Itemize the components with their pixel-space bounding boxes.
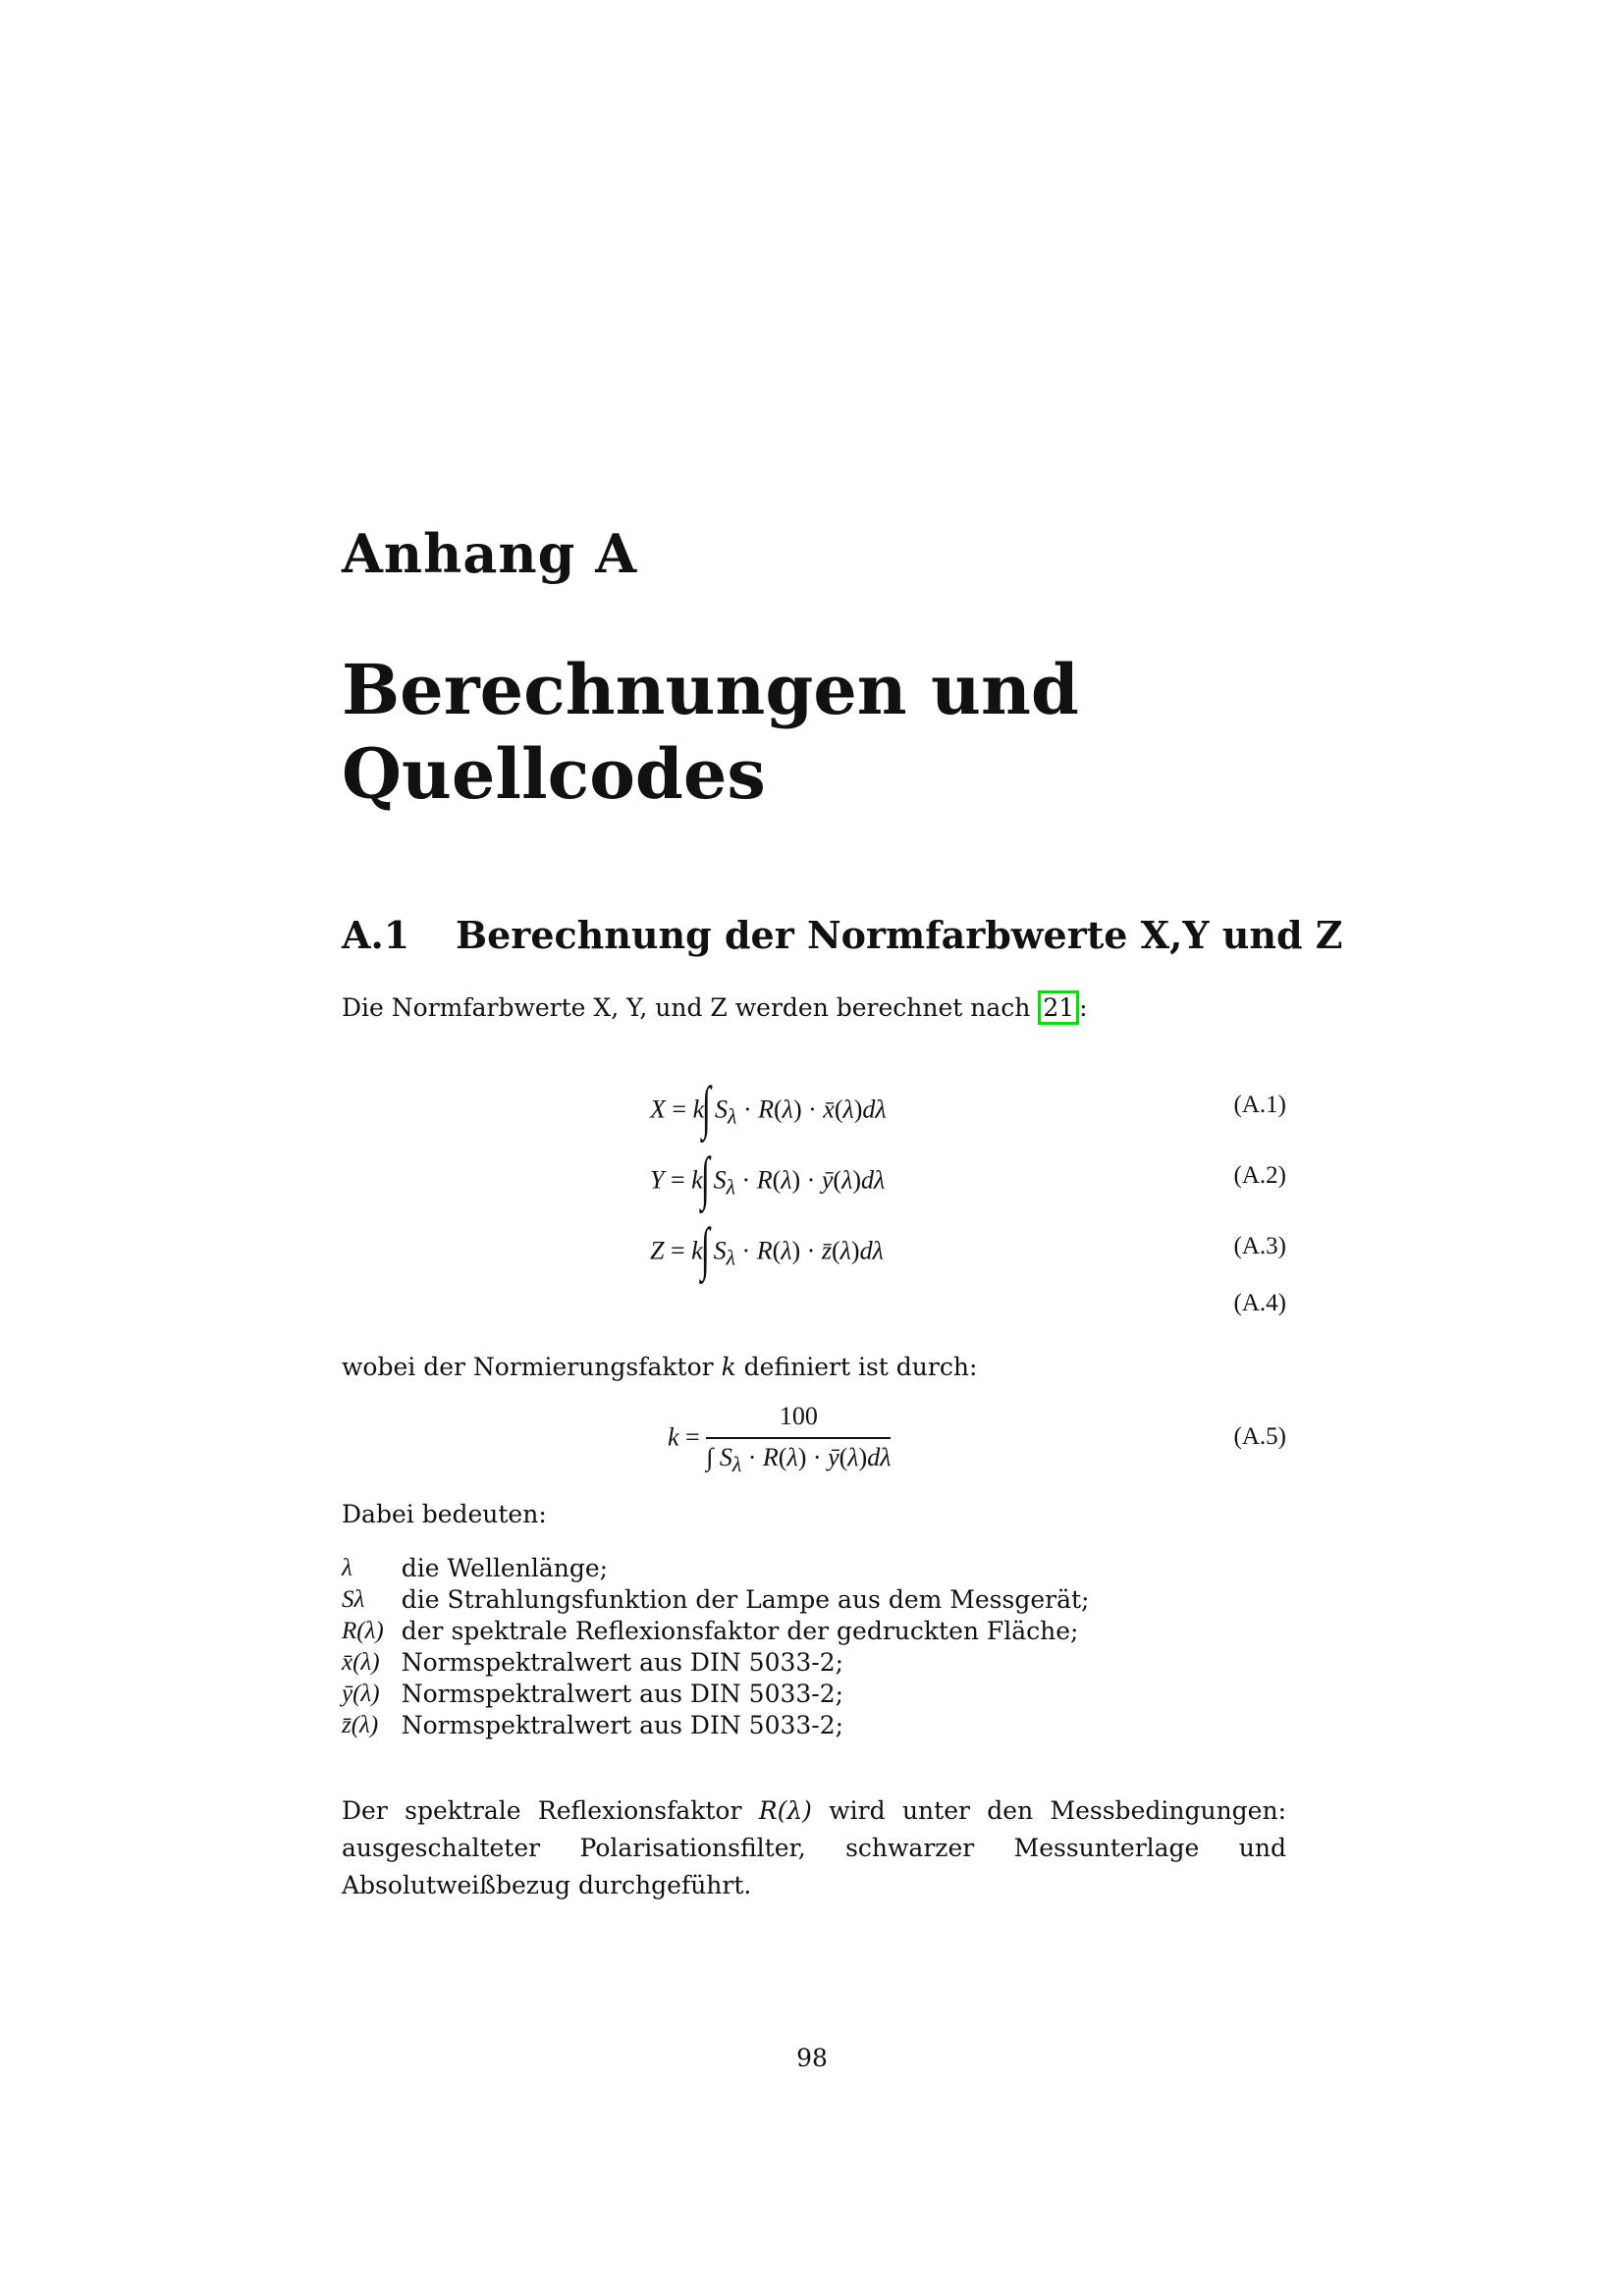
section-title: Berechnung der Normfarbwerte X,Y und Z bbox=[456, 913, 1343, 957]
definition-text: die Wellenlänge; bbox=[401, 1554, 609, 1582]
intro-text-end: : bbox=[1079, 993, 1088, 1022]
list-item bbox=[342, 1616, 1089, 1647]
fraction bbox=[706, 1402, 891, 1477]
equation-a2: Y = k∫ $S_\lambda \cdot R(\lambda)$ · ȳ(λ)dλ bbox=[650, 1146, 886, 1210]
dabei-paragraph: Dabei bedeuten: bbox=[342, 1500, 547, 1528]
list-item bbox=[342, 1647, 1089, 1679]
closing-text: Der spektrale Reflexionsfaktor bbox=[342, 1796, 759, 1825]
definition-symbol: z̄(λ) bbox=[342, 1712, 379, 1738]
definition-text: Normspektralwert aus DIN 5033-2; bbox=[401, 1711, 844, 1739]
definition-symbol: x̄(λ) bbox=[342, 1649, 380, 1676]
definition-symbol: λ bbox=[342, 1555, 352, 1581]
integral-sign: ∫ bbox=[701, 1075, 711, 1140]
integral-sign: ∫ bbox=[700, 1216, 710, 1281]
color-matching-function: x̄ bbox=[823, 1095, 835, 1124]
citation-link[interactable]: 21 bbox=[1038, 990, 1079, 1025]
fraction-numerator: 100 bbox=[706, 1402, 891, 1439]
definition-text: die Strahlungsfunktion der Lampe aus dem Messgerät; bbox=[401, 1585, 1090, 1614]
list-item bbox=[342, 1584, 1089, 1616]
equation-a1: X = k∫ $S_\lambda \cdot R(\lambda)$ · x̄(λ)dλ bbox=[650, 1075, 887, 1140]
definition-text: Normspektralwert aus DIN 5033-2; bbox=[401, 1648, 844, 1677]
equation-number: (A.2) bbox=[1233, 1162, 1286, 1189]
equation-number: (A.3) bbox=[1233, 1233, 1286, 1259]
normfactor-paragraph bbox=[342, 1349, 1286, 1386]
definition-symbol: Sλ bbox=[342, 1586, 365, 1613]
normfactor-text: wobei der Normierungsfaktor bbox=[342, 1353, 722, 1381]
equation-number: (A.1) bbox=[1233, 1092, 1286, 1118]
closing-var: R(λ) bbox=[758, 1796, 812, 1825]
chapter-label: Anhang A bbox=[342, 522, 638, 585]
normfactor-text-end: definiert ist durch: bbox=[735, 1353, 978, 1381]
closing-text-end: wird unter den Messbedingungen: ausgeschalteter Polarisationsfilter, schwarzer Messunterlage und Absolutweißbezug durchgeführt. bbox=[342, 1796, 1286, 1899]
page-number: 98 bbox=[796, 2044, 828, 2072]
intro-paragraph bbox=[342, 989, 1286, 1027]
color-matching-function: z̄ bbox=[821, 1236, 832, 1265]
equation-lhs: X bbox=[650, 1095, 666, 1124]
equation-a3: Z = k∫ $S_\lambda \cdot R(\lambda)$ · z̄(λ)dλ bbox=[650, 1216, 884, 1281]
definition-text: Normspektralwert aus DIN 5033-2; bbox=[401, 1680, 844, 1708]
list-item bbox=[342, 1553, 1089, 1584]
equation-lhs: Y bbox=[650, 1165, 665, 1195]
intro-text: Die Normfarbwerte X, Y, und Z werden berechnet nach bbox=[342, 993, 1039, 1022]
chapter-title-line1: Berechnungen und bbox=[342, 649, 1079, 730]
chapter-title bbox=[342, 648, 1324, 817]
list-item bbox=[342, 1679, 1089, 1710]
definitions-list bbox=[342, 1553, 1089, 1741]
chapter-title-line2: Quellcodes bbox=[342, 733, 766, 815]
definition-text: der spektrale Reflexionsfaktor der gedruckten Fläche; bbox=[401, 1617, 1079, 1645]
integral-sign: ∫ bbox=[700, 1146, 710, 1210]
list-item bbox=[342, 1710, 1089, 1741]
closing-paragraph bbox=[342, 1792, 1286, 1904]
normfactor-var: k bbox=[721, 1353, 736, 1381]
definition-symbol: ȳ(λ) bbox=[342, 1681, 380, 1707]
fraction-denominator: ∫ $S_\lambda \cdot R(\lambda)$ · ȳ(λ)dλ bbox=[706, 1443, 892, 1477]
equation-a5: k = $\frac{100}{\int S_\lambda \cdot R(\lambda) \cdot ȳ(\lambda)d\lambda}$ bbox=[668, 1402, 892, 1477]
section-heading bbox=[342, 913, 1343, 957]
section-number: A.1 bbox=[342, 913, 410, 957]
equation-number: (A.4) bbox=[1233, 1290, 1286, 1316]
equation-lhs: Z bbox=[650, 1236, 665, 1265]
color-matching-function: ȳ bbox=[821, 1165, 834, 1195]
equation-number: (A.5) bbox=[1233, 1423, 1286, 1450]
definition-symbol: R(λ) bbox=[342, 1618, 384, 1644]
